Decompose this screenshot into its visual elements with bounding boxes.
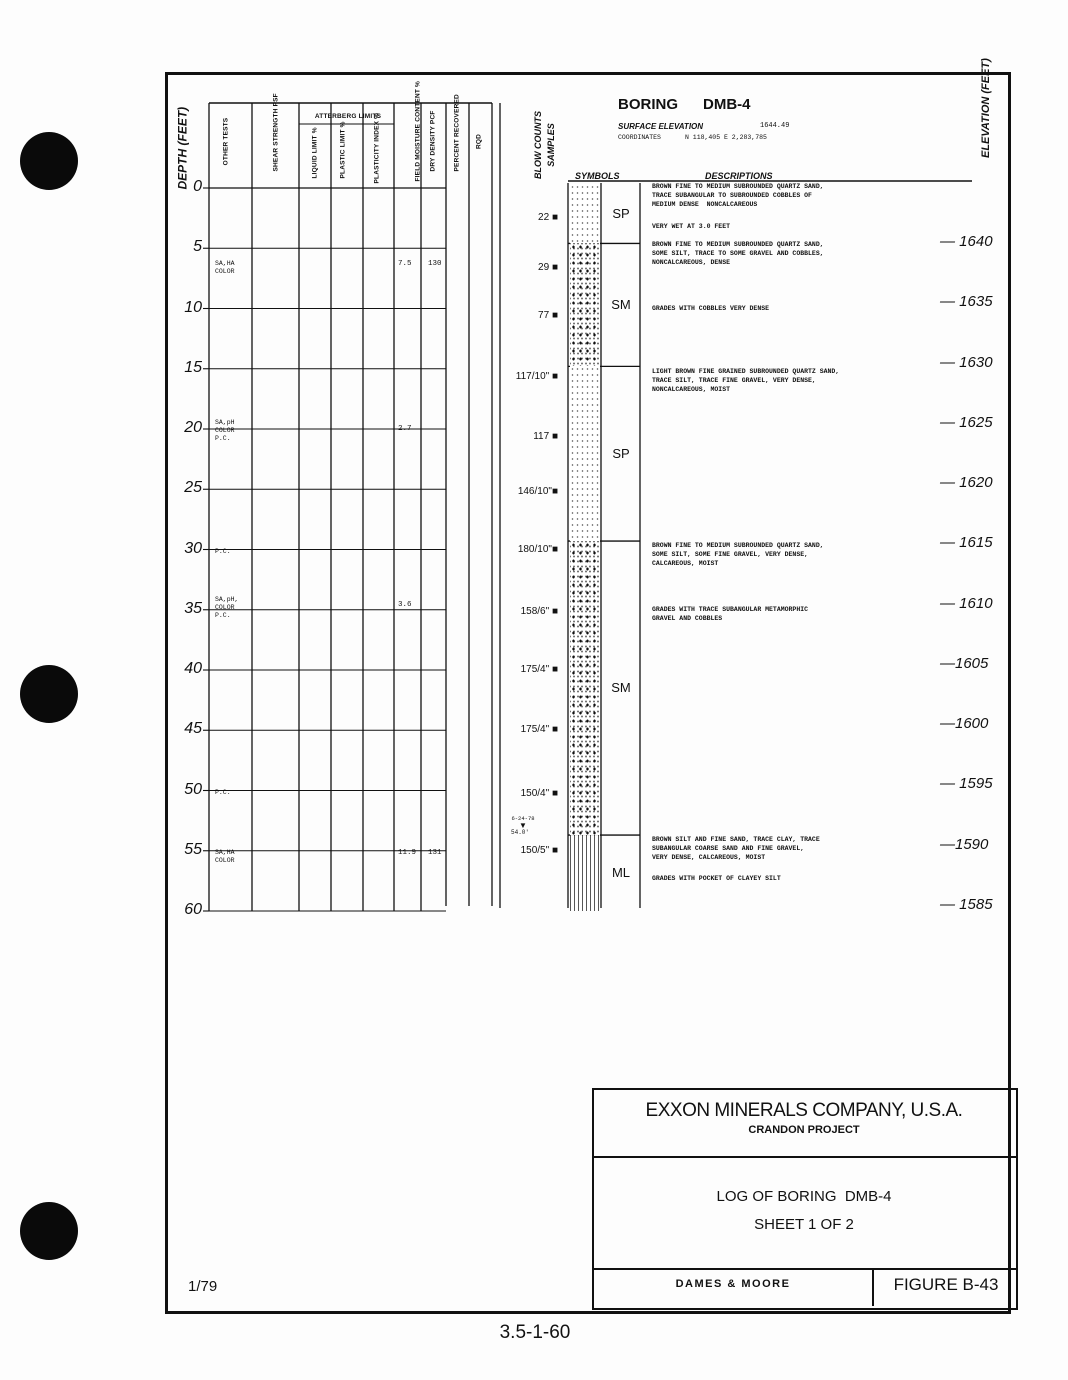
soil-description: LIGHT BROWN FINE GRAINED SUBROUNDED QUARTZ SAND, TRACE SILT, TRACE FINE GRAVEL, VERY DENSE, NONCALCAREOUS, MOIST [652, 367, 840, 393]
elevation-label: —1605 [940, 654, 989, 672]
elevation-label: — 1635 [940, 293, 993, 311]
dry-density-value: 130 [428, 259, 442, 268]
soil-description: GRADES WITH COBBLES VERY DENSE [652, 305, 770, 313]
water-level-depth: 54.0' [511, 829, 530, 836]
project-name: CRANDON PROJECT [748, 1124, 860, 1136]
depth-label: 55 [184, 840, 202, 858]
liquid-limit-header: LIQUID LIMIT % [311, 127, 319, 179]
depth-label: 0 [193, 178, 202, 195]
elevation-label: —1600 [940, 715, 989, 733]
dry-density-header: DRY DENSITY PCF [429, 110, 437, 172]
blow-count: 150/4" ■ [520, 788, 558, 800]
elevation-label: — 1585 [940, 895, 993, 913]
elevation-label: — 1620 [940, 474, 993, 492]
soil-description: VERY WET AT 3.0 FEET [652, 223, 731, 231]
elevation-axis-label: ELEVATION (FEET) [980, 58, 992, 158]
boring-title: BORING DMB-4 [618, 96, 751, 113]
depth-label: 45 [184, 720, 202, 738]
blow-count: 180/10"■ [517, 543, 558, 555]
moisture-value: 11.9 [398, 849, 417, 858]
title-divider-2 [594, 1268, 1016, 1270]
blow-count: 175/4" ■ [520, 724, 558, 736]
rqd-header: RQD [475, 133, 483, 150]
moisture-header: FIELD MOISTURE CONTENT % [414, 81, 422, 182]
other-test-entry: P.C. [215, 788, 231, 796]
shear-strength-header: SHEAR STRENGTH PSF [272, 93, 280, 172]
water-level-triangle-icon: ▼ [519, 821, 527, 830]
other-test-entry: P.C. [215, 547, 231, 555]
stratum-symbol: SP [612, 445, 630, 461]
other-test-entry: SA,HA COLOR [215, 259, 235, 275]
elevation-label: — 1630 [940, 353, 993, 371]
figure-number: FIGURE B-43 [893, 1275, 999, 1294]
stratum-pattern [570, 366, 600, 541]
dry-density-value: 131 [428, 849, 442, 858]
other-test-entry: SA,HA COLOR [215, 849, 235, 865]
depth-label: 50 [184, 780, 202, 798]
sheet-number: SHEET 1 OF 2 [754, 1216, 854, 1233]
stratum-symbol: SM [611, 296, 631, 312]
depth-label: 60 [184, 901, 202, 918]
blow-count: 29 ■ [538, 261, 558, 273]
soil-description: BROWN SILT AND FINE SAND, TRACE CLAY, TRACE SUBANGULAR COARSE SAND AND FINE GRAVEL, VERY DENSE, CALCAREOUS, MOIST [652, 836, 820, 862]
depth-label: 40 [184, 660, 202, 677]
soil-description: GRADES WITH TRACE SUBANGULAR METAMORPHIC GRAVEL AND COBBLES [652, 606, 809, 623]
moisture-value: 7.5 [398, 259, 412, 268]
company-name: EXXON MINERALS COMPANY, U.S.A. [645, 1100, 963, 1121]
samples-header: SAMPLES [546, 123, 556, 167]
blow-count: 117 ■ [533, 431, 558, 443]
atterberg-header: ATTERBERG LIMITS [314, 113, 382, 120]
coordinates-label: COORDINATES [618, 134, 661, 141]
stratum-pattern [570, 835, 600, 911]
moisture-value: 2.7 [398, 425, 412, 433]
soil-description: GRADES WITH POCKET OF CLAYEY SILT [652, 875, 781, 883]
blow-count: 150/5" ■ [520, 844, 558, 856]
surface-elevation-label: SURFACE ELEVATION [618, 122, 704, 131]
other-test-entry: SA,pH COLOR P.C. [215, 418, 235, 442]
moisture-value: 3.6 [398, 600, 412, 609]
stratum-pattern [570, 243, 600, 366]
plastic-limit-header: PLASTIC LIMIT % [339, 121, 347, 179]
depth-label: 25 [184, 479, 202, 497]
depth-axis-label: DEPTH (FEET) [175, 106, 190, 190]
soil-description: BROWN FINE TO MEDIUM SUBROUNDED QUARTZ SAND, SOME SILT, SOME FINE GRAVEL, VERY DENSE, CALCAREOUS, MOIST [652, 542, 824, 568]
blow-count: 77 ■ [538, 309, 558, 321]
date-code: 1/79 [188, 1278, 218, 1295]
water-level-date: 6-24-78 [511, 815, 535, 822]
depth-label: 30 [184, 539, 202, 557]
blow-count: 22 ■ [538, 212, 558, 224]
elevation-label: — 1640 [940, 233, 993, 251]
depth-label: 20 [184, 419, 202, 436]
stratum-symbol: ML [611, 865, 631, 881]
blow-count: 117/10" ■ [515, 371, 558, 383]
stratum-symbol: SP [612, 205, 630, 221]
title-divider-1 [594, 1156, 1016, 1158]
descriptions-header: DESCRIPTIONS [705, 171, 773, 181]
blow-count: 146/10"■ [517, 485, 558, 497]
blow-counts-header: BLOW COUNTS [533, 111, 543, 179]
title-divider-3 [872, 1268, 874, 1306]
elevation-label: — 1610 [940, 594, 993, 612]
stratum-pattern [570, 184, 600, 243]
plasticity-index-header: PLASTICITY INDEX % [373, 112, 381, 184]
elevation-label: — 1615 [940, 534, 993, 552]
depth-label: 15 [184, 358, 202, 376]
log-title: LOG OF BORING DMB-4 [716, 1188, 892, 1205]
soil-description: BROWN FINE TO MEDIUM SUBROUNDED QUARTZ SAND, SOME SILT, TRACE TO SOME GRAVEL AND COBBLES, NONCALCAREOUS, DENSE [652, 241, 824, 267]
depth-label: 5 [193, 238, 202, 256]
coordinates-value: N 118,405 E 2,283,785 [685, 134, 767, 141]
blow-count: 175/4" ■ [520, 664, 558, 675]
water-level-marker [503, 816, 543, 836]
other-tests-header: OTHER TESTS [222, 117, 230, 166]
other-test-entry: SA,pH, COLOR P.C. [215, 596, 239, 620]
elevation-label: — 1625 [940, 413, 993, 431]
surface-elevation-value: 1644.49 [760, 122, 790, 130]
depth-label: 35 [184, 599, 202, 617]
blow-count: 158/6" ■ [520, 606, 558, 618]
firm-name: DAMES & MOORE [675, 1278, 791, 1290]
elevation-label: — 1595 [940, 775, 993, 793]
symbols-header: SYMBOLS [575, 171, 620, 181]
depth-label: 10 [184, 298, 202, 316]
soil-description: BROWN FINE TO MEDIUM SUBROUNDED QUARTZ SAND, TRACE SUBANGULAR TO SUBROUNDED COBBLES OF MEDIUM DENSE NONCALCAREOUS [652, 183, 824, 209]
page-number: 3.5-1-60 [499, 1322, 571, 1343]
stratum-pattern [570, 541, 600, 835]
stratum-symbol: SM [611, 680, 631, 696]
percent-recovered-header: PERCENT RECOVERED [453, 94, 461, 172]
elevation-label: —1590 [940, 835, 989, 853]
